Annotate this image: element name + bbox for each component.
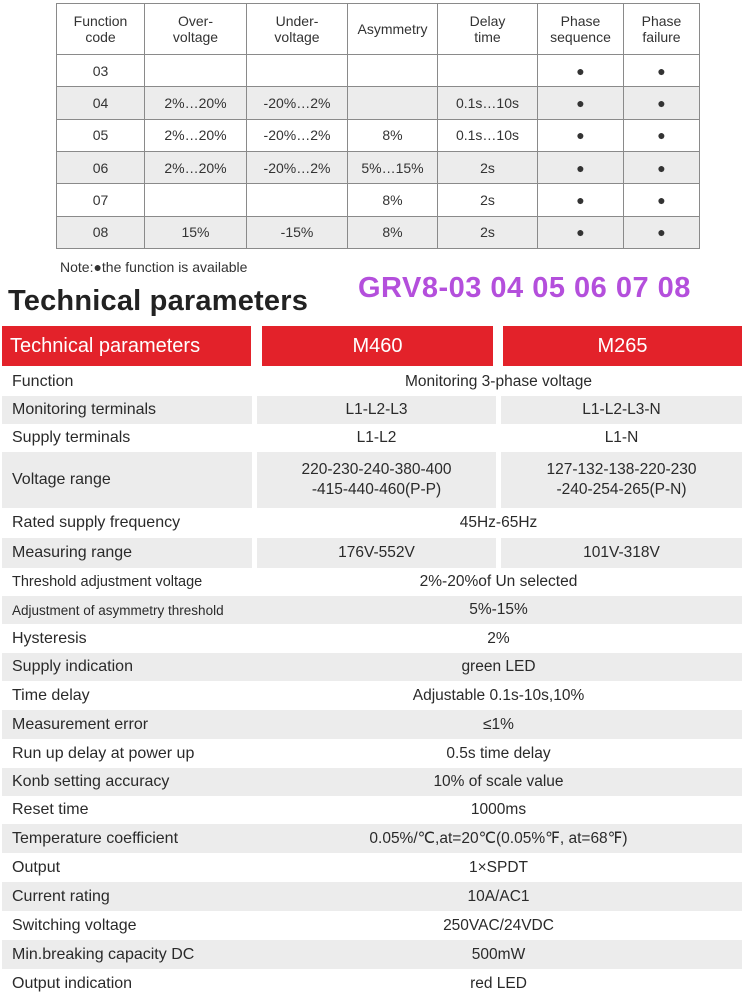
param-value: 10% of scale value bbox=[255, 768, 742, 796]
param-row-temperature-coefficient bbox=[2, 824, 742, 853]
cell-delay-time: 2s bbox=[438, 151, 538, 183]
header-phase-sequence: Phase sequence bbox=[538, 4, 624, 55]
param-label: Output bbox=[12, 858, 61, 876]
param-label: Adjustment of asymmetry threshold bbox=[2, 596, 255, 624]
param-value-pair bbox=[252, 424, 742, 452]
cell-over-voltage bbox=[145, 184, 247, 216]
cell-delay-time: 2s bbox=[438, 216, 538, 248]
cell-over-voltage: 2%…20% bbox=[145, 151, 247, 183]
cell-asymmetry: 5%…15% bbox=[348, 151, 438, 183]
param-label: Rated supply frequency bbox=[12, 514, 181, 531]
table-row bbox=[57, 151, 700, 183]
param-row-function bbox=[2, 368, 742, 396]
param-row-rated-supply-frequency bbox=[2, 508, 742, 538]
cell-phase-sequence: ● bbox=[538, 151, 624, 183]
param-row-min-breaking-capacity bbox=[2, 940, 742, 969]
param-label: Current rating bbox=[2, 882, 255, 911]
param-row-voltage-range bbox=[2, 452, 742, 508]
cell-delay-time: 0.1s…10s bbox=[438, 87, 538, 119]
header-under-voltage: Under- voltage bbox=[247, 4, 348, 55]
param-label: Measurement error bbox=[2, 710, 255, 739]
param-value: 0.05%/℃,at=20℃(0.05%℉, at=68℉) bbox=[255, 824, 742, 853]
table-row bbox=[57, 87, 700, 119]
cell-code: 04 bbox=[57, 87, 145, 119]
model-title: GRV8-03 04 05 06 07 08 bbox=[358, 272, 691, 304]
cell-asymmetry bbox=[348, 55, 438, 87]
cell-phase-sequence: ● bbox=[538, 119, 624, 151]
param-label: Output indication bbox=[12, 974, 133, 992]
cell-phase-sequence: ● bbox=[538, 216, 624, 248]
cell-phase-failure: ● bbox=[624, 216, 700, 248]
cell-code: 08 bbox=[57, 216, 145, 248]
param-value-m265: 101V-318V bbox=[501, 538, 742, 568]
param-label: Supply indication bbox=[2, 653, 255, 681]
cell-asymmetry: 8% bbox=[348, 184, 438, 216]
param-label: Function bbox=[12, 373, 74, 390]
section-title: Technical parameters bbox=[8, 285, 309, 317]
availability-note: Note:●the function is available bbox=[60, 259, 248, 275]
cell-under-voltage: -15% bbox=[247, 216, 348, 248]
cell-under-voltage: -20%…2% bbox=[247, 119, 348, 151]
cell-code: 06 bbox=[57, 151, 145, 183]
param-label: Reset time bbox=[12, 801, 89, 818]
param-value: 250VAC/24VDC bbox=[443, 916, 554, 934]
param-row-reset-time bbox=[2, 796, 742, 824]
cell-phase-sequence: ● bbox=[538, 87, 624, 119]
param-row-measuring-range bbox=[2, 538, 742, 568]
table-row bbox=[57, 216, 700, 248]
param-value: red LED bbox=[470, 974, 527, 992]
param-value: 45Hz-65Hz bbox=[459, 514, 538, 531]
param-value-m460: 220-230-240-380-400 -415-440-460(P-P) bbox=[257, 452, 496, 508]
cell-phase-sequence: ● bbox=[538, 184, 624, 216]
cell-asymmetry: 8% bbox=[348, 216, 438, 248]
cell-phase-failure: ● bbox=[624, 151, 700, 183]
param-value-pair bbox=[252, 396, 742, 424]
param-row-asymmetry-threshold bbox=[2, 596, 742, 624]
header-over-voltage: Over- voltage bbox=[145, 4, 247, 55]
param-value-pair bbox=[252, 452, 742, 508]
param-value: 2%-20%of Un selected bbox=[419, 573, 578, 590]
param-value: green LED bbox=[255, 653, 742, 681]
param-value: Monitoring 3-phase voltage bbox=[405, 373, 592, 390]
param-value: 0.5s time delay bbox=[446, 744, 551, 762]
param-row-output-indication bbox=[2, 969, 742, 998]
param-row-current-rating bbox=[2, 882, 742, 911]
cell-phase-sequence: ● bbox=[538, 55, 624, 87]
cell-delay-time bbox=[438, 55, 538, 87]
param-header-m460: M460 bbox=[262, 326, 493, 366]
param-row-time-delay bbox=[2, 681, 742, 710]
param-label: Konb setting accuracy bbox=[2, 768, 255, 796]
param-value-m460: 176V-552V bbox=[257, 538, 496, 568]
param-value-m460: L1-L2-L3 bbox=[257, 396, 496, 424]
param-label: Switching voltage bbox=[12, 916, 137, 934]
param-row-supply-indication bbox=[2, 653, 742, 681]
header-phase-failure: Phase failure bbox=[624, 4, 700, 55]
param-row-switching-voltage bbox=[2, 911, 742, 940]
param-label: Min.breaking capacity DC bbox=[2, 940, 255, 969]
param-row-hysteresis bbox=[2, 624, 742, 653]
cell-under-voltage: -20%…2% bbox=[247, 87, 348, 119]
table-row bbox=[57, 55, 700, 87]
param-value: 10A/AC1 bbox=[255, 882, 742, 911]
function-table bbox=[56, 3, 700, 249]
param-row-setting-accuracy bbox=[2, 768, 742, 796]
param-row-run-up-delay bbox=[2, 739, 742, 768]
param-label: Threshold adjustment voltage bbox=[12, 574, 203, 590]
header-function-code: Function code bbox=[57, 4, 145, 55]
cell-phase-failure: ● bbox=[624, 184, 700, 216]
param-label: Voltage range bbox=[2, 452, 252, 508]
param-label: Measuring range bbox=[2, 538, 252, 568]
cell-code: 03 bbox=[57, 55, 145, 87]
cell-code: 05 bbox=[57, 119, 145, 151]
header-asymmetry: Asymmetry bbox=[348, 4, 438, 55]
param-label: Run up delay at power up bbox=[12, 744, 195, 762]
param-value-pair bbox=[252, 538, 742, 568]
param-value: 1000ms bbox=[470, 801, 527, 818]
cell-asymmetry bbox=[348, 87, 438, 119]
cell-delay-time: 0.1s…10s bbox=[438, 119, 538, 151]
cell-phase-failure: ● bbox=[624, 55, 700, 87]
cell-under-voltage bbox=[247, 184, 348, 216]
cell-under-voltage bbox=[247, 55, 348, 87]
param-value-m265: L1-L2-L3-N bbox=[501, 396, 742, 424]
cell-asymmetry: 8% bbox=[348, 119, 438, 151]
param-row-output bbox=[2, 853, 742, 882]
param-value-m265: 127-132-138-220-230 -240-254-265(P-N) bbox=[501, 452, 742, 508]
cell-phase-failure: ● bbox=[624, 87, 700, 119]
cell-over-voltage: 2%…20% bbox=[145, 87, 247, 119]
param-value: 2% bbox=[487, 629, 510, 647]
param-label: Supply terminals bbox=[12, 429, 131, 446]
param-header-label: Technical parameters bbox=[2, 326, 251, 366]
param-row-measurement-error bbox=[2, 710, 742, 739]
cell-phase-failure: ● bbox=[624, 119, 700, 151]
param-value: ≤1% bbox=[255, 710, 742, 739]
cell-over-voltage: 2%…20% bbox=[145, 119, 247, 151]
param-label: Monitoring terminals bbox=[2, 396, 252, 424]
header-delay-time: Delay time bbox=[438, 4, 538, 55]
param-label: Time delay bbox=[12, 686, 90, 704]
cell-under-voltage: -20%…2% bbox=[247, 151, 348, 183]
param-value-m460: L1-L2 bbox=[356, 429, 397, 446]
param-row-monitoring-terminals bbox=[2, 396, 742, 424]
param-value: Adjustable 0.1s-10s,10% bbox=[412, 686, 585, 704]
param-value-m265: L1-N bbox=[604, 429, 639, 446]
param-header-m265: M265 bbox=[503, 326, 742, 366]
param-row-supply-terminals bbox=[2, 424, 742, 452]
cell-over-voltage bbox=[145, 55, 247, 87]
cell-over-voltage: 15% bbox=[145, 216, 247, 248]
param-label: Hysteresis bbox=[12, 629, 87, 647]
cell-code: 07 bbox=[57, 184, 145, 216]
table-row bbox=[57, 119, 700, 151]
param-label: Temperature coefficient bbox=[2, 824, 255, 853]
param-value: 5%-15% bbox=[255, 596, 742, 624]
function-table-header bbox=[57, 4, 700, 55]
param-row-threshold-adjustment bbox=[2, 568, 742, 596]
param-value: 1×SPDT bbox=[468, 858, 528, 876]
table-row bbox=[57, 184, 700, 216]
param-value: 500mW bbox=[255, 940, 742, 969]
cell-delay-time: 2s bbox=[438, 184, 538, 216]
